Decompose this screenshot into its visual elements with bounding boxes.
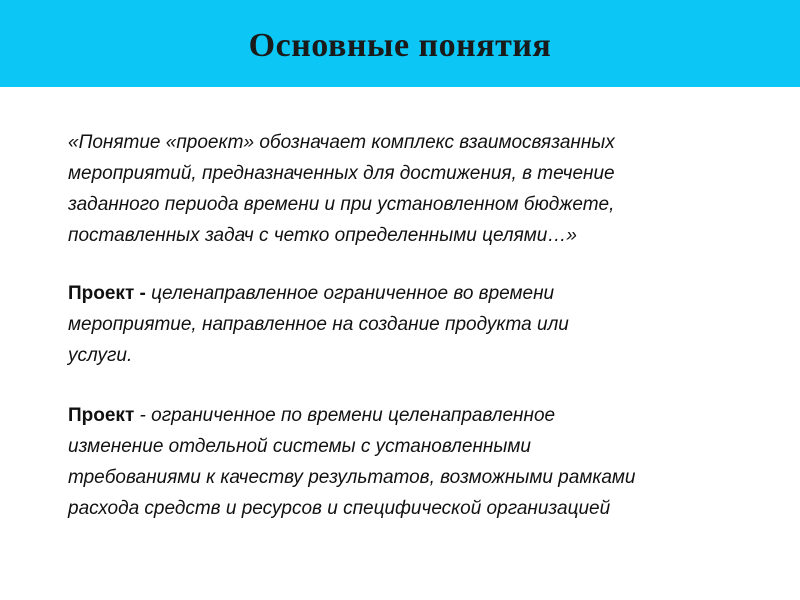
definition-line: мероприятие, направленное на создание продукта или bbox=[68, 314, 569, 335]
title-bar bbox=[0, 0, 800, 87]
quote-line: заданного периода времени и при установленном бюджете, bbox=[68, 194, 615, 215]
definition-line: - ограниченное по времени целенаправленное bbox=[134, 405, 556, 426]
project-concept-quote bbox=[68, 127, 748, 251]
definition-line: изменение отдельной системы с установленными bbox=[68, 436, 531, 457]
project-definition-1 bbox=[68, 278, 748, 371]
definition-term: Проект bbox=[68, 405, 135, 426]
definition-line: расхода средств и ресурсов и специфической организацией bbox=[68, 498, 611, 519]
project-definition-2 bbox=[68, 400, 748, 524]
definition-line: требованиями к качеству результатов, возможными рамками bbox=[68, 467, 636, 488]
slide-title: Основные понятия bbox=[248, 26, 552, 64]
definition-line: целенаправленное ограниченное во времени bbox=[145, 283, 555, 304]
slide-content bbox=[68, 127, 748, 524]
quote-line: поставленных задач с четко определенными целями…» bbox=[68, 225, 577, 246]
quote-line: мероприятий, предназначенных для достижения, в течение bbox=[68, 163, 615, 184]
quote-line: «Понятие «проект» обозначает комплекс взаимосвязанных bbox=[68, 132, 615, 153]
definition-term: Проект - bbox=[68, 283, 146, 304]
definition-line: услуги. bbox=[68, 345, 133, 366]
